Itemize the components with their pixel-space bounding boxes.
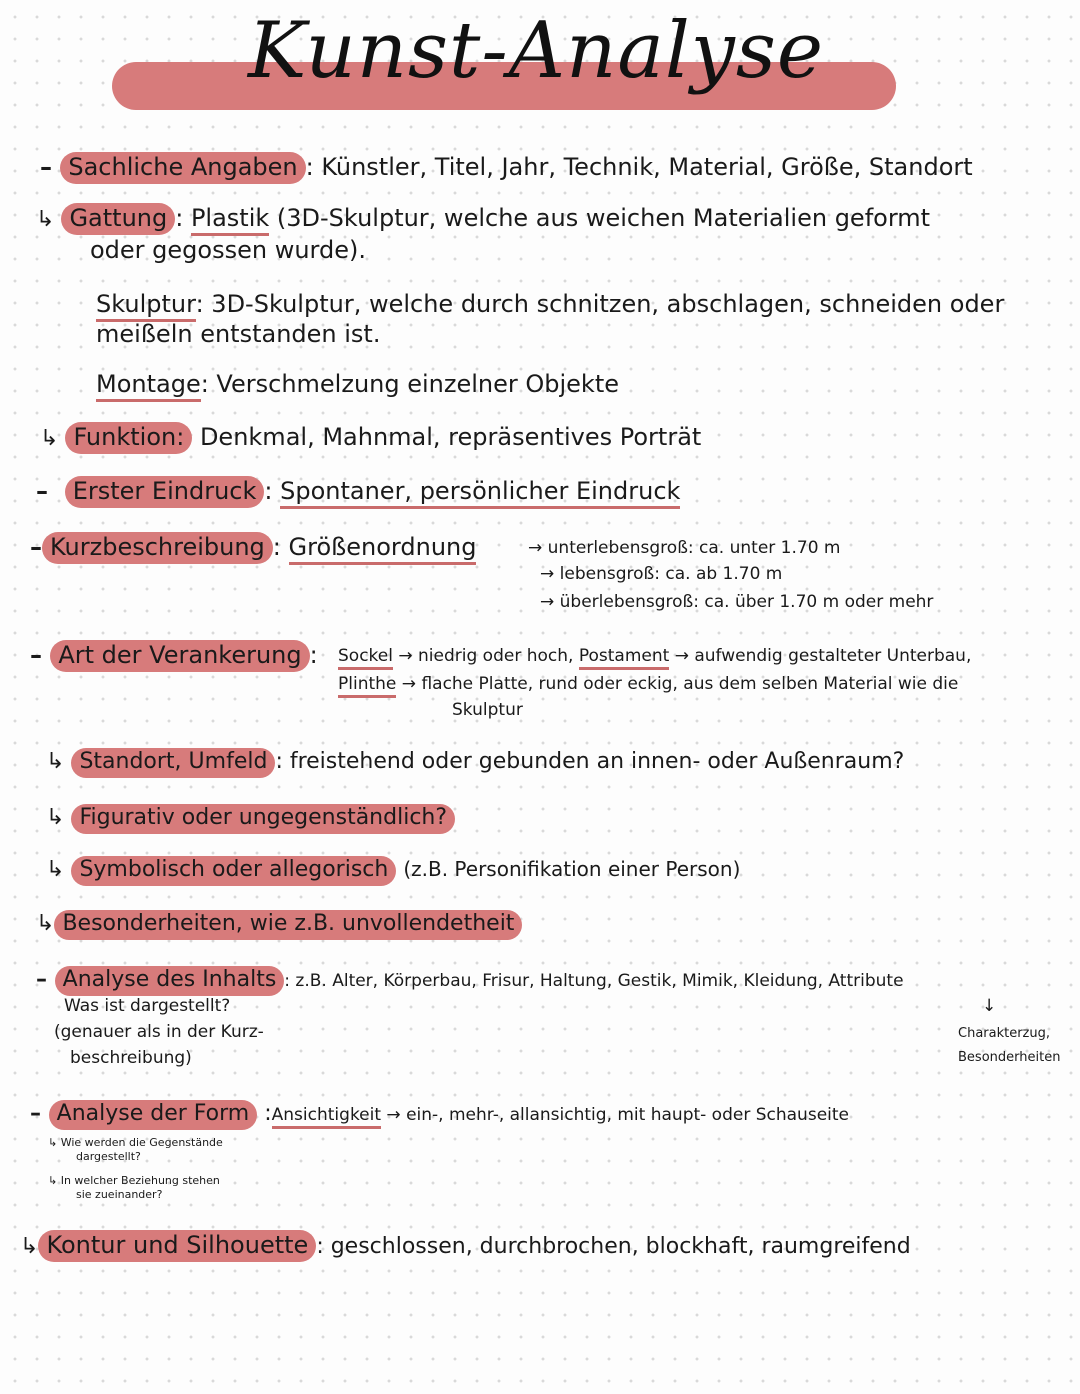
- label-symbolisch: Symbolisch oder allegorisch: [71, 856, 396, 886]
- term-sockel: Sockel: [338, 646, 393, 670]
- bullet-dash: –: [36, 477, 65, 505]
- label-figurativ: Figurativ oder ungegenständlich?: [71, 804, 455, 834]
- arrow-icon: ↳: [36, 911, 55, 936]
- arrow-down-icon: ↓: [982, 996, 997, 1016]
- arrow-icon: ↳: [20, 1234, 39, 1259]
- kurz-item-1: → unterlebensgroß: ca. unter 1.70 m: [528, 538, 841, 558]
- term-groessenordnung: Größenordnung: [289, 533, 477, 565]
- row-besonderheiten: [36, 910, 522, 940]
- row-sachliche: [40, 152, 973, 184]
- row-form: – Analyse der Form :Ansichtigkeit → ein-, mehr-, allansichtig, mit haupt- oder Schauseite: [30, 1100, 849, 1130]
- text-skulptur-1: : 3D-Skulptur, welche durch schnitzen, abschlagen, schneiden oder: [195, 290, 1005, 318]
- term-plinthe: Plinthe: [338, 674, 396, 698]
- arrow-icon: ↳: [40, 426, 66, 451]
- form-sub-2: ↳ In welcher Beziehung stehen: [48, 1174, 220, 1187]
- bullet-dash: –: [30, 1101, 49, 1126]
- arrow-right-icon: →: [540, 564, 560, 584]
- row-montage: [96, 370, 619, 398]
- arrow-right-icon: →: [540, 592, 560, 612]
- kurz-item-3: → überlebensgroß: ca. über 1.70 m oder mehr: [540, 592, 934, 612]
- form-sub-1b: dargestellt?: [76, 1150, 141, 1163]
- text-plinthe-2: Skulptur: [452, 700, 523, 720]
- label-verankerung: Art der Verankerung: [50, 640, 309, 672]
- row-kontur: [20, 1230, 911, 1262]
- bullet-dash: –: [36, 967, 55, 992]
- text-skulptur-2: meißeln entstanden ist.: [96, 320, 381, 348]
- label-kontur: Kontur und Silhouette: [38, 1230, 316, 1262]
- row-standort: [46, 748, 904, 778]
- arrow-icon: ↳: [48, 1174, 61, 1187]
- text-inhalt-note1: Charakterzug,: [958, 1026, 1051, 1041]
- arrow-icon: ↳: [46, 857, 72, 882]
- label-inhalt: Analyse des Inhalts: [55, 966, 285, 996]
- term-montage: Montage: [96, 370, 201, 402]
- text-inhalt-q1: Was ist dargestellt?: [64, 996, 231, 1016]
- form-sub-2b: sie zueinander?: [76, 1188, 163, 1201]
- text-form: ein-, mehr-, allansichtig, mit haupt- oder Schauseite: [406, 1105, 849, 1125]
- text-gattung-2: oder gegossen wurde).: [90, 236, 366, 264]
- arrow-icon: ↳: [46, 749, 72, 774]
- bullet-dash: –: [30, 533, 42, 561]
- arrow-right-icon: →: [392, 646, 419, 666]
- bullet-dash: –: [30, 641, 51, 669]
- text-inhalt-q2: (genauer als in der Kurz-: [54, 1022, 264, 1042]
- label-form: Analyse der Form: [49, 1100, 258, 1130]
- text-eindruck: Spontaner, persönlicher Eindruck: [280, 477, 680, 509]
- label-standort: Standort, Umfeld: [71, 748, 275, 778]
- text-gattung-1: (3D-Skulptur, welche aus weichen Materialien geformt: [276, 204, 931, 232]
- arrow-right-icon: →: [396, 674, 422, 694]
- text-funktion: Denkmal, Mahnmal, repräsentives Porträt: [199, 423, 702, 451]
- row-sockel: Sockel → niedrig oder hoch, Postament → aufwendig gestalteter Unterbau,: [338, 646, 971, 666]
- arrow-icon: ↳: [48, 1136, 61, 1149]
- label-kurz: Kurzbeschreibung: [42, 532, 273, 564]
- row-inhalt: [36, 966, 904, 996]
- text-inhalt: : z.B. Alter, Körperbau, Frisur, Haltung, Gestik, Mimik, Kleidung, Attribute: [284, 971, 904, 991]
- term-skulptur: Skulptur: [96, 290, 196, 322]
- bullet-dash: –: [40, 153, 61, 181]
- term-plastik: Plastik: [191, 204, 269, 236]
- text-symbolisch: (z.B. Personifikation einer Person): [403, 857, 741, 881]
- term-postament: Postament: [579, 646, 669, 670]
- page-title: Kunst-Analyse: [248, 6, 825, 96]
- arrow-right-icon: →: [381, 1105, 407, 1125]
- row-eindruck: – Erster Eindruck : Spontaner, persönlicher Eindruck: [36, 476, 680, 508]
- text-sachliche: : Künstler, Titel, Jahr, Technik, Material, Größe, Standort: [305, 153, 973, 181]
- kurz-item-2: → lebensgroß: ca. ab 1.70 m: [540, 564, 783, 584]
- row-gattung: ↳ Gattung : Plastik (3D-Skulptur, welche aus weichen Materialien geformt: [36, 203, 930, 235]
- text-standort: : freistehend oder gebunden an innen- oder Außenraum?: [275, 749, 905, 774]
- row-plinthe: Plinthe → flache Platte, rund oder eckig, aus dem selben Material wie die: [338, 674, 958, 694]
- row-kurz: – Kurzbeschreibung : Größenordnung: [30, 532, 476, 564]
- label-gattung: Gattung: [61, 203, 175, 235]
- row-funktion: [40, 422, 701, 454]
- label-besonderheiten: Besonderheiten, wie z.B. unvollendetheit: [54, 910, 522, 940]
- label-eindruck: Erster Eindruck: [65, 476, 265, 508]
- text-kontur: : geschlossen, durchbrochen, blockhaft, raumgreifend: [316, 1234, 911, 1259]
- arrow-right-icon: →: [528, 538, 548, 558]
- text-inhalt-q3: beschreibung): [70, 1048, 192, 1068]
- label-sachliche: Sachliche Angaben: [60, 152, 305, 184]
- text-montage: : Verschmelzung einzelner Objekte: [200, 370, 620, 398]
- arrow-icon: ↳: [36, 207, 62, 232]
- row-skulptur: [96, 290, 1004, 318]
- text-inhalt-note2: Besonderheiten: [958, 1050, 1061, 1065]
- form-sub-1: ↳ Wie werden die Gegenstände: [48, 1136, 223, 1149]
- term-ansichtigkeit: Ansichtigkeit: [272, 1105, 381, 1129]
- label-funktion: Funktion:: [65, 422, 192, 454]
- row-verankerung: – Art der Verankerung :: [30, 640, 318, 672]
- row-symbolisch: [46, 856, 740, 886]
- row-figurativ: [46, 804, 455, 834]
- arrow-icon: ↳: [46, 805, 72, 830]
- arrow-right-icon: →: [669, 646, 695, 666]
